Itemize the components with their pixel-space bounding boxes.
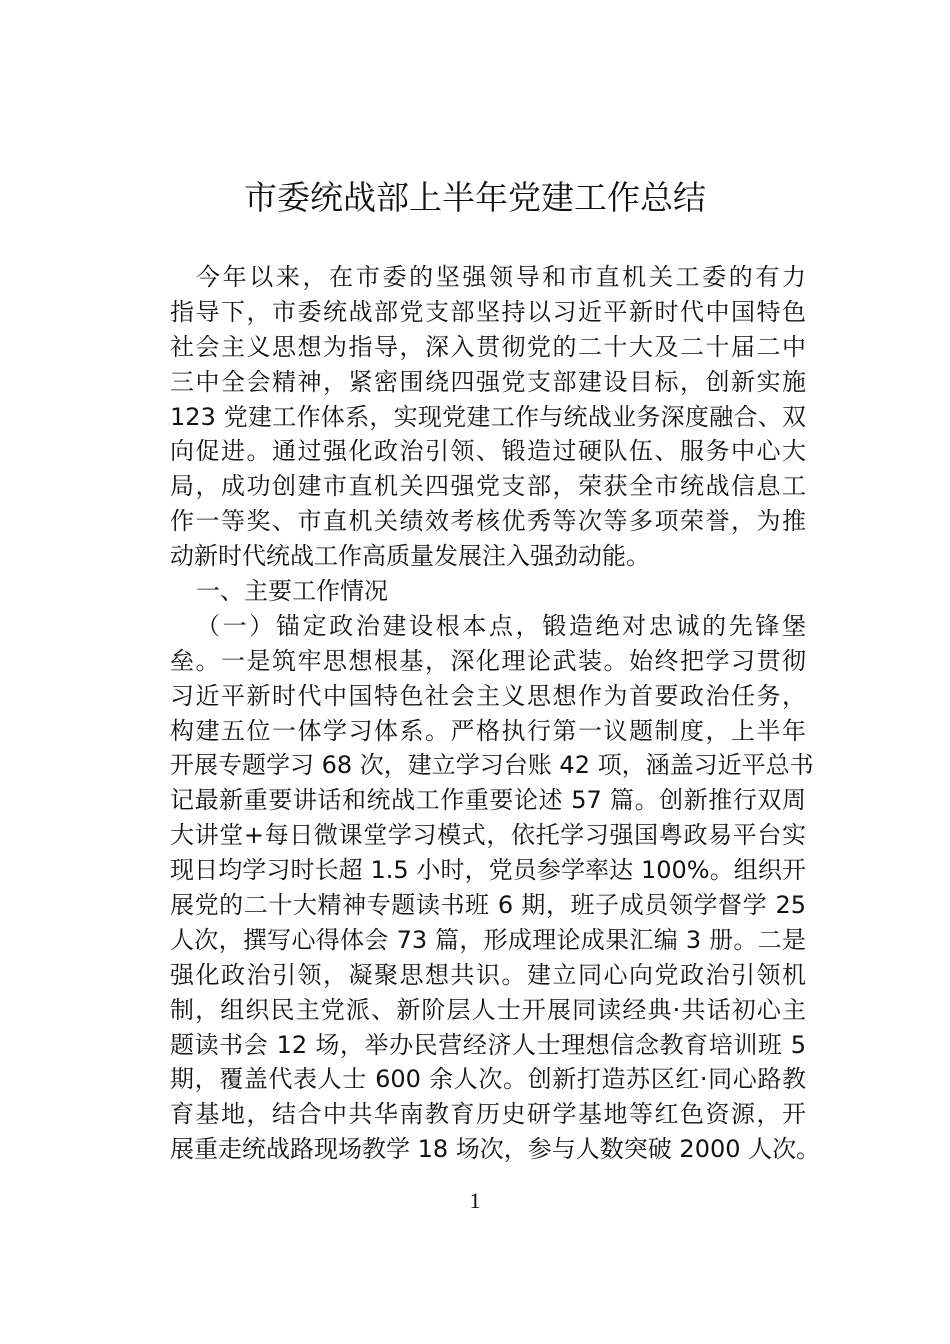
text-line: 构建五位一体学习体系。严格执行第一议题制度，上半年 xyxy=(170,716,806,745)
text-line: 作一等奖、市直机关绩效考核优秀等次等多项荣誉，为推 xyxy=(170,507,806,536)
text-line: 三中全会精神，紧密围绕四强党支部建设目标，创新实施 xyxy=(170,367,806,396)
text-line: 展重走统战路现场教学 18 场次，参与人数突破 2000 人次。 xyxy=(170,1135,821,1164)
text-line: 大讲堂+每日微课堂学习模式，依托学习强国粤政易平台实 xyxy=(170,821,806,850)
section-heading: 一、主要工作情况 xyxy=(196,577,388,606)
text-line: 育基地，结合中共华南教育历史研学基地等红色资源，开 xyxy=(170,1100,806,1129)
text-line: （一）锚定政治建设根本点，锻造绝对忠诚的先锋堡 xyxy=(196,611,806,640)
text-line: 社会主义思想为指导，深入贯彻党的二十大及二十届二中 xyxy=(170,332,806,361)
text-line: 人次，撰写心得体会 73 篇，形成理论成果汇编 3 册。二是 xyxy=(170,925,806,954)
text-line: 指导下，市委统战部党支部坚持以习近平新时代中国特色 xyxy=(170,297,806,326)
text-line: 题读书会 12 场，举办民营经济人士理想信念教育培训班 5 xyxy=(170,1030,806,1059)
text-line: 开展专题学习 68 次，建立学习台账 42 项，涵盖习近平总书 xyxy=(170,751,814,780)
text-line: 强化政治引领，凝聚思想共识。建立同心向党政治引领机 xyxy=(170,960,806,989)
text-line: 今年以来，在市委的坚强领导和市直机关工委的有力 xyxy=(196,263,806,291)
text-line: 向促进。通过强化政治引领、锻造过硬队伍、服务中心大 xyxy=(170,437,806,466)
text-line: 动新时代统战工作高质量发展注入强劲动能。 xyxy=(170,542,650,571)
document-body xyxy=(170,260,821,1167)
text-line: 垒。一是筑牢思想根基，深化理论武装。始终把学习贯彻 xyxy=(170,646,806,675)
text-line: 123 党建工作体系，实现党建工作与统战业务深度融合、双 xyxy=(170,402,806,431)
text-line: 展党的二十大精神专题读书班 6 期，班子成员领学督学 25 xyxy=(170,891,806,920)
page-number: 1 xyxy=(469,1188,481,1213)
text-line: 现日均学习时长超 1.5 小时，党员参学率达 100%。组织开 xyxy=(170,856,806,885)
document-title: 市委统战部上半年党建工作总结 xyxy=(244,178,706,217)
text-line: 习近平新时代中国特色社会主义思想作为首要政治任务， xyxy=(170,681,806,710)
text-line: 期，覆盖代表人士 600 余人次。创新打造苏区红·同心路教 xyxy=(170,1065,806,1094)
text-line: 制，组织民主党派、新阶层人士开展同读经典·共话初心主 xyxy=(170,995,806,1024)
text-line: 记最新重要讲话和统战工作重要论述 57 篇。创新推行双周 xyxy=(170,786,806,815)
text-line: 局，成功创建市直机关四强党支部，荣获全市统战信息工 xyxy=(170,472,806,501)
